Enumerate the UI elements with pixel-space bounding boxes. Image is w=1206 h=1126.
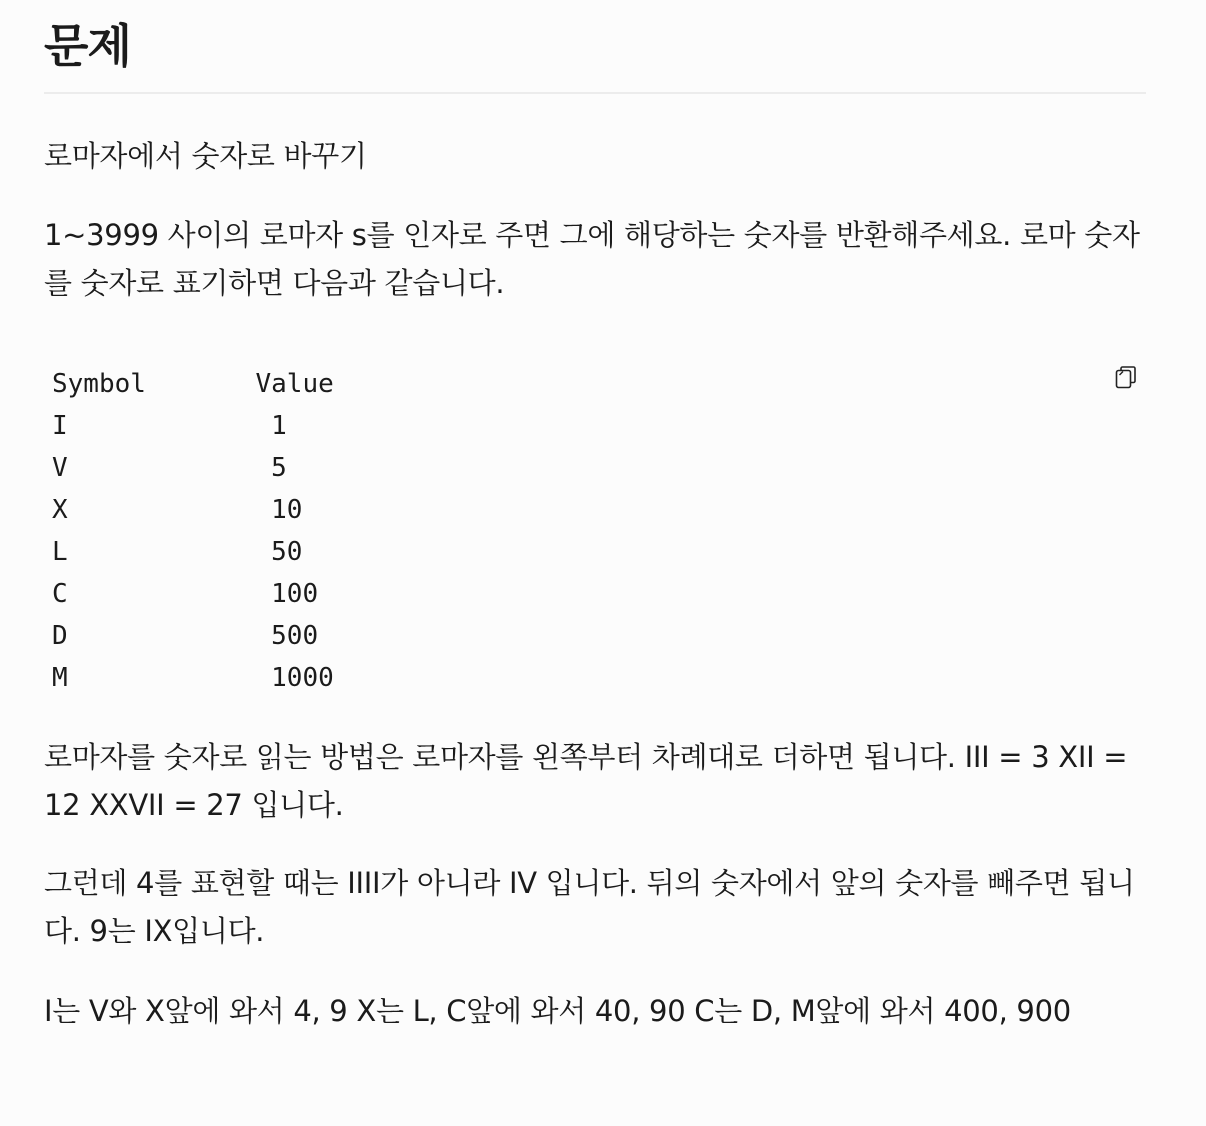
pairs-rule-paragraph: I는 V와 X앞에 와서 4, 9 X는 L, C앞에 와서 40, 90 C는 D, M앞에 와서 400, 900	[44, 994, 1071, 1028]
symbol-value-code-block	[44, 363, 1146, 699]
problem-intro: 1~3999 사이의 로마자 s를 인자로 주면 그에 해당하는 숫자를 반환해주세요. 로마 숫자를 숫자로 표기하면 다음과 같습니다.	[44, 218, 1140, 300]
reading-rule-paragraph: 로마자를 숫자로 읽는 방법은 로마자를 왼쪽부터 차례대로 더하면 됩니다. III = 3 XII = 12 XXVII = 27 입니다.	[44, 740, 1128, 822]
problem-description	[44, 0, 1146, 1035]
title-divider	[44, 92, 1146, 94]
copy-icon[interactable]	[1114, 365, 1138, 391]
subtraction-rule-paragraph: 그런데 4를 표현할 때는 IIII가 아니라 IV 입니다. 뒤의 숫자에서 앞의 숫자를 빼주면 됩니다. 9는 IX입니다.	[44, 866, 1135, 948]
code-block-text[interactable]: Symbol Value I 1 V 5 X 10 L 50 C 100 D 500 M 1000	[52, 369, 334, 693]
page-title: 문제	[44, 19, 131, 73]
problem-subtitle: 로마자에서 숫자로 바꾸기	[44, 139, 367, 173]
